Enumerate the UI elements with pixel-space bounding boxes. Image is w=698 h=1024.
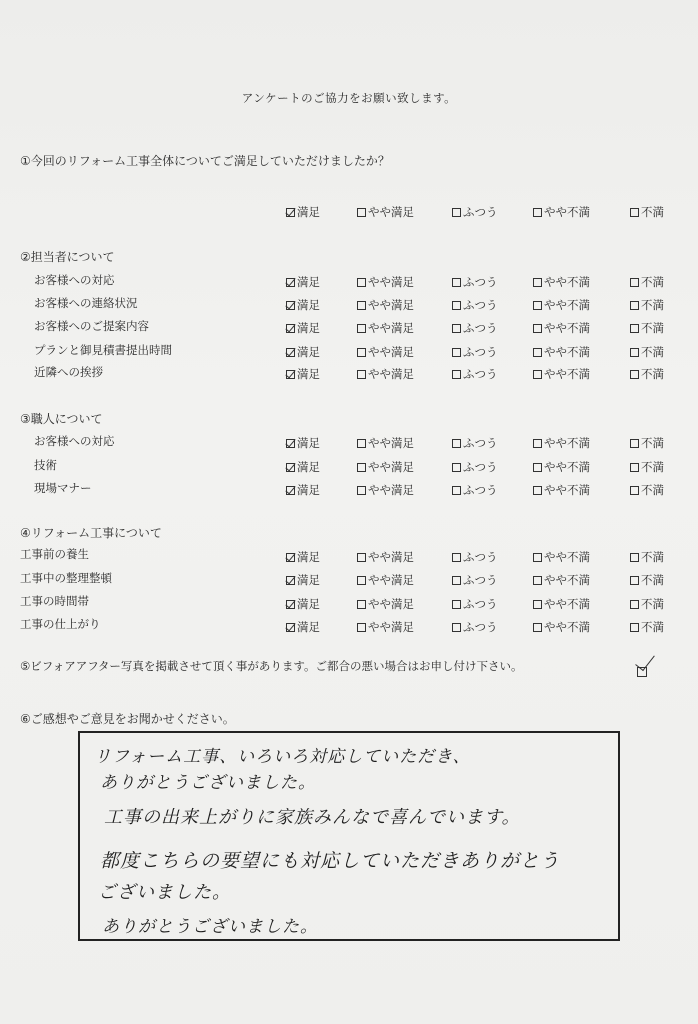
item-label: 現場マナー (34, 481, 92, 495)
checkbox[interactable] (630, 301, 639, 310)
checkbox[interactable] (357, 553, 366, 562)
option-dissatisfied[interactable]: 不満 (630, 274, 664, 290)
item-label: お客様への連絡状況 (34, 296, 138, 310)
checkbox[interactable] (533, 553, 542, 562)
section-6-heading: ⑥ご感想やご意見をお聞かせください。 (20, 712, 235, 726)
option-somewhat-dissatisfied[interactable]: やや不満 (533, 204, 590, 220)
checkbox[interactable] (630, 278, 639, 287)
checkbox[interactable] (533, 324, 542, 333)
option-dissatisfied[interactable]: 不満 (630, 482, 664, 498)
checkbox[interactable] (630, 370, 639, 379)
option-somewhat-satisfied[interactable]: やや満足 (357, 366, 414, 382)
checkbox[interactable] (630, 576, 639, 585)
checkbox-checked[interactable] (286, 370, 295, 379)
option-satisfied[interactable]: 満足 (286, 297, 320, 313)
option-somewhat-dissatisfied[interactable]: やや不満 (533, 435, 590, 451)
option-dissatisfied[interactable]: 不満 (630, 366, 664, 382)
option-somewhat-satisfied[interactable]: やや満足 (357, 204, 414, 220)
option-somewhat-satisfied[interactable]: やや満足 (357, 596, 414, 612)
option-somewhat-dissatisfied[interactable]: やや不満 (533, 549, 590, 565)
checkbox[interactable] (357, 208, 366, 217)
option-somewhat-dissatisfied[interactable]: やや不満 (533, 459, 590, 475)
option-satisfied[interactable]: 満足 (286, 320, 320, 336)
checkbox[interactable] (452, 324, 461, 333)
checkbox[interactable] (630, 623, 639, 632)
comment-line: ございました。 (98, 882, 231, 903)
checkbox[interactable] (533, 370, 542, 379)
option-somewhat-dissatisfied[interactable]: やや不満 (533, 297, 590, 313)
option-dissatisfied[interactable]: 不満 (630, 320, 664, 336)
option-somewhat-satisfied[interactable]: やや満足 (357, 549, 414, 565)
item-label: 近隣への挨拶 (34, 365, 103, 379)
option-somewhat-dissatisfied[interactable]: やや不満 (533, 274, 590, 290)
option-somewhat-satisfied[interactable]: やや満足 (357, 435, 414, 451)
option-neutral[interactable]: ふつう (452, 572, 498, 588)
checkbox[interactable] (357, 486, 366, 495)
checkbox[interactable] (452, 600, 461, 609)
option-satisfied[interactable]: 満足 (286, 344, 320, 360)
check-mark-icon (635, 650, 655, 671)
option-somewhat-dissatisfied[interactable]: やや不満 (533, 366, 590, 382)
option-satisfied[interactable]: 満足 (286, 366, 320, 382)
item-label: 工事の仕上がり (20, 617, 101, 631)
checkbox[interactable] (630, 553, 639, 562)
checkbox-checked[interactable] (286, 439, 295, 448)
checkbox[interactable] (452, 623, 461, 632)
checkbox[interactable] (357, 463, 366, 472)
checkbox[interactable] (452, 301, 461, 310)
checkbox[interactable] (533, 278, 542, 287)
checkbox[interactable] (630, 324, 639, 333)
option-satisfied[interactable]: 満足 (286, 482, 320, 498)
page-title: アンケートのご協力をお願い致します。 (241, 91, 457, 105)
option-dissatisfied[interactable]: 不満 (630, 297, 664, 313)
option-dissatisfied[interactable]: 不満 (630, 549, 664, 565)
checkbox[interactable] (533, 208, 542, 217)
option-dissatisfied[interactable]: 不満 (630, 459, 664, 475)
checkbox[interactable] (357, 301, 366, 310)
checkbox-checked[interactable] (286, 208, 295, 217)
checkbox[interactable] (630, 348, 639, 357)
checkbox[interactable] (533, 463, 542, 472)
option-neutral[interactable]: ふつう (452, 549, 498, 565)
option-dissatisfied[interactable]: 不満 (630, 619, 664, 635)
checkbox[interactable] (357, 576, 366, 585)
item-label: お客様へのご提案内容 (34, 319, 149, 333)
item-label: 工事の時間帯 (20, 594, 89, 608)
checkbox[interactable] (452, 348, 461, 357)
option-neutral[interactable]: ふつう (452, 619, 498, 635)
checkbox[interactable] (630, 463, 639, 472)
option-somewhat-dissatisfied[interactable]: やや不満 (533, 344, 590, 360)
checkbox[interactable] (533, 600, 542, 609)
checkbox-checked[interactable] (286, 278, 295, 287)
checkbox[interactable] (357, 439, 366, 448)
checkbox[interactable] (357, 324, 366, 333)
checkbox[interactable] (357, 623, 366, 632)
checkbox[interactable] (533, 623, 542, 632)
section-4-heading: ④リフォーム工事について (20, 526, 162, 540)
checkbox[interactable] (452, 486, 461, 495)
checkbox[interactable] (357, 348, 366, 357)
option-somewhat-satisfied[interactable]: やや満足 (357, 482, 414, 498)
option-somewhat-dissatisfied[interactable]: やや不満 (533, 572, 590, 588)
checkbox[interactable] (357, 370, 366, 379)
item-label: お客様への対応 (34, 434, 115, 448)
checkbox[interactable] (357, 278, 366, 287)
section-3-heading: ③職人について (20, 412, 103, 426)
checkbox-checked[interactable] (286, 348, 295, 357)
section-1-heading: ①今回のリフォーム工事全体についてご満足していただけましたか？ (20, 154, 390, 168)
item-label: プランと御見積書提出時間 (34, 343, 172, 357)
option-satisfied[interactable]: 満足 (286, 572, 320, 588)
checkbox[interactable] (452, 576, 461, 585)
option-satisfied[interactable]: 満足 (286, 274, 320, 290)
comment-line: 都度こちらの要望にも対応していただきありがとう (100, 850, 561, 872)
checkbox[interactable] (452, 553, 461, 562)
checkbox[interactable] (452, 370, 461, 379)
option-satisfied[interactable]: 満足 (286, 204, 320, 220)
photo-consent-text: ⑤ビフォアアフター写真を掲載させて頂く事があります。ご都合の悪い場合はお申し付け下さい。 (20, 659, 523, 673)
item-label: 工事中の整理整頓 (20, 571, 112, 585)
comment-line: ありがとうございました。 (100, 773, 316, 793)
checkbox[interactable] (533, 486, 542, 495)
option-neutral[interactable]: ふつう (452, 459, 498, 475)
checkbox-checked[interactable] (286, 463, 295, 472)
checkbox-checked[interactable] (286, 576, 295, 585)
checkbox[interactable] (630, 600, 639, 609)
option-somewhat-satisfied[interactable]: やや満足 (357, 572, 414, 588)
option-somewhat-satisfied[interactable]: やや満足 (357, 459, 414, 475)
option-satisfied[interactable]: 満足 (286, 459, 320, 475)
option-neutral[interactable]: ふつう (452, 204, 498, 220)
option-somewhat-satisfied[interactable]: やや満足 (357, 619, 414, 635)
comment-line: ありがとうございました。 (102, 917, 318, 937)
option-neutral[interactable]: ふつう (452, 435, 498, 451)
option-somewhat-satisfied[interactable]: やや満足 (357, 344, 414, 360)
checkbox-checked[interactable] (286, 324, 295, 333)
checkbox[interactable] (630, 439, 639, 448)
item-label: 工事前の養生 (20, 547, 89, 561)
option-neutral[interactable]: ふつう (452, 320, 498, 336)
option-satisfied[interactable]: 満足 (286, 435, 320, 451)
checkbox[interactable] (533, 439, 542, 448)
option-somewhat-satisfied[interactable]: やや満足 (357, 320, 414, 336)
checkbox[interactable] (357, 600, 366, 609)
option-neutral[interactable]: ふつう (452, 366, 498, 382)
checkbox-checked[interactable] (286, 553, 295, 562)
option-neutral[interactable]: ふつう (452, 344, 498, 360)
option-dissatisfied[interactable]: 不満 (630, 596, 664, 612)
option-satisfied[interactable]: 満足 (286, 596, 320, 612)
comment-line: リフォーム工事、いろいろ対応していただき、 (94, 747, 471, 767)
option-somewhat-dissatisfied[interactable]: やや不満 (533, 482, 590, 498)
option-dissatisfied[interactable]: 不満 (630, 204, 664, 220)
option-satisfied[interactable]: 満足 (286, 619, 320, 635)
option-neutral[interactable]: ふつう (452, 596, 498, 612)
item-label: 技術 (34, 458, 57, 472)
option-dissatisfied[interactable]: 不満 (630, 435, 664, 451)
option-somewhat-dissatisfied[interactable]: やや不満 (533, 619, 590, 635)
item-label: お客様への対応 (34, 273, 115, 287)
section-2-heading: ②担当者について (20, 250, 115, 264)
option-somewhat-satisfied[interactable]: やや満足 (357, 297, 414, 313)
option-somewhat-satisfied[interactable]: やや満足 (357, 274, 414, 290)
checkbox[interactable] (533, 348, 542, 357)
checkbox-checked[interactable] (286, 301, 295, 310)
checkbox-checked[interactable] (286, 486, 295, 495)
option-somewhat-dissatisfied[interactable]: やや不満 (533, 320, 590, 336)
checkbox[interactable] (452, 463, 461, 472)
checkbox-checked[interactable] (286, 623, 295, 632)
option-neutral[interactable]: ふつう (452, 482, 498, 498)
option-somewhat-dissatisfied[interactable]: やや不満 (533, 596, 590, 612)
checkbox[interactable] (630, 208, 639, 217)
option-neutral[interactable]: ふつう (452, 297, 498, 313)
checkbox[interactable] (630, 486, 639, 495)
comment-line: 工事の出来上がりに家族みんなで喜んでいます。 (104, 807, 521, 828)
option-dissatisfied[interactable]: 不満 (630, 572, 664, 588)
checkbox-checked[interactable] (286, 600, 295, 609)
option-neutral[interactable]: ふつう (452, 274, 498, 290)
checkbox[interactable] (452, 278, 461, 287)
option-satisfied[interactable]: 満足 (286, 549, 320, 565)
option-dissatisfied[interactable]: 不満 (630, 344, 664, 360)
checkbox[interactable] (533, 301, 542, 310)
checkbox[interactable] (452, 439, 461, 448)
checkbox[interactable] (452, 208, 461, 217)
checkbox[interactable] (533, 576, 542, 585)
